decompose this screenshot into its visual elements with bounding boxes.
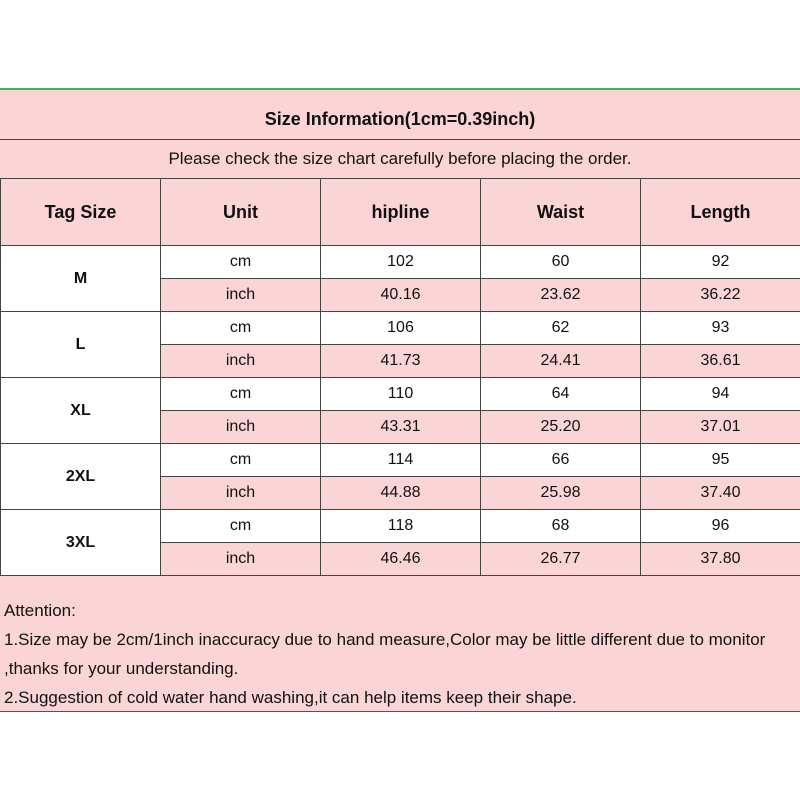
unit-cell: cm [161, 444, 321, 477]
size-chart-subtitle: Please check the size chart carefully before placing the order. [168, 149, 632, 168]
notes-line-2: ,thanks for your understanding. [4, 659, 239, 678]
length-cell: 37.40 [641, 477, 800, 510]
hipline-cell: 102 [321, 246, 481, 279]
hipline-cell: 118 [321, 510, 481, 543]
hipline-cell: 44.88 [321, 477, 481, 510]
unit-cell: inch [161, 477, 321, 510]
hipline-cell: 46.46 [321, 543, 481, 576]
unit-cell: inch [161, 345, 321, 378]
waist-cell: 64 [481, 378, 641, 411]
table-header-row [1, 179, 800, 246]
header-length: Length [641, 179, 800, 246]
unit-cell: inch [161, 411, 321, 444]
tag-size-cell: L [1, 312, 161, 378]
hipline-cell: 106 [321, 312, 481, 345]
header-unit: Unit [161, 179, 321, 246]
unit-cell: inch [161, 279, 321, 312]
notes-line-1: 1.Size may be 2cm/1inch inaccuracy due to hand measure,Color may be little different due to monitor [4, 630, 766, 649]
waist-cell: 25.20 [481, 411, 641, 444]
hipline-cell: 41.73 [321, 345, 481, 378]
length-cell: 96 [641, 510, 800, 543]
notes-line-3: 2.Suggestion of cold water hand washing,it can help items keep their shape. [4, 688, 577, 707]
hipline-cell: 110 [321, 378, 481, 411]
size-chart-title: Size Information(1cm=0.39inch) [0, 99, 800, 140]
length-cell: 93 [641, 312, 800, 345]
length-cell: 92 [641, 246, 800, 279]
waist-cell: 62 [481, 312, 641, 345]
unit-cell: cm [161, 378, 321, 411]
length-cell: 36.61 [641, 345, 800, 378]
length-cell: 37.01 [641, 411, 800, 444]
table-row [1, 444, 800, 477]
length-cell: 95 [641, 444, 800, 477]
tag-size-cell: 2XL [1, 444, 161, 510]
hipline-cell: 43.31 [321, 411, 481, 444]
table-row [1, 246, 800, 279]
hipline-cell: 114 [321, 444, 481, 477]
size-table [0, 178, 800, 576]
waist-cell: 66 [481, 444, 641, 477]
notes-heading: Attention: [4, 601, 76, 620]
length-cell: 36.22 [641, 279, 800, 312]
tag-size-cell: M [1, 246, 161, 312]
length-cell: 94 [641, 378, 800, 411]
header-hipline: hipline [321, 179, 481, 246]
length-cell: 37.80 [641, 543, 800, 576]
table-row [1, 378, 800, 411]
table-row [1, 312, 800, 345]
waist-cell: 68 [481, 510, 641, 543]
waist-cell: 23.62 [481, 279, 641, 312]
waist-cell: 25.98 [481, 477, 641, 510]
tag-size-cell: XL [1, 378, 161, 444]
unit-cell: cm [161, 510, 321, 543]
unit-cell: cm [161, 312, 321, 345]
unit-cell: inch [161, 543, 321, 576]
hipline-cell: 40.16 [321, 279, 481, 312]
header-tag-size: Tag Size [1, 179, 161, 246]
waist-cell: 26.77 [481, 543, 641, 576]
waist-cell: 24.41 [481, 345, 641, 378]
tag-size-cell: 3XL [1, 510, 161, 576]
attention-notes [4, 596, 794, 712]
table-row [1, 510, 800, 543]
header-waist: Waist [481, 179, 641, 246]
waist-cell: 60 [481, 246, 641, 279]
unit-cell: cm [161, 246, 321, 279]
